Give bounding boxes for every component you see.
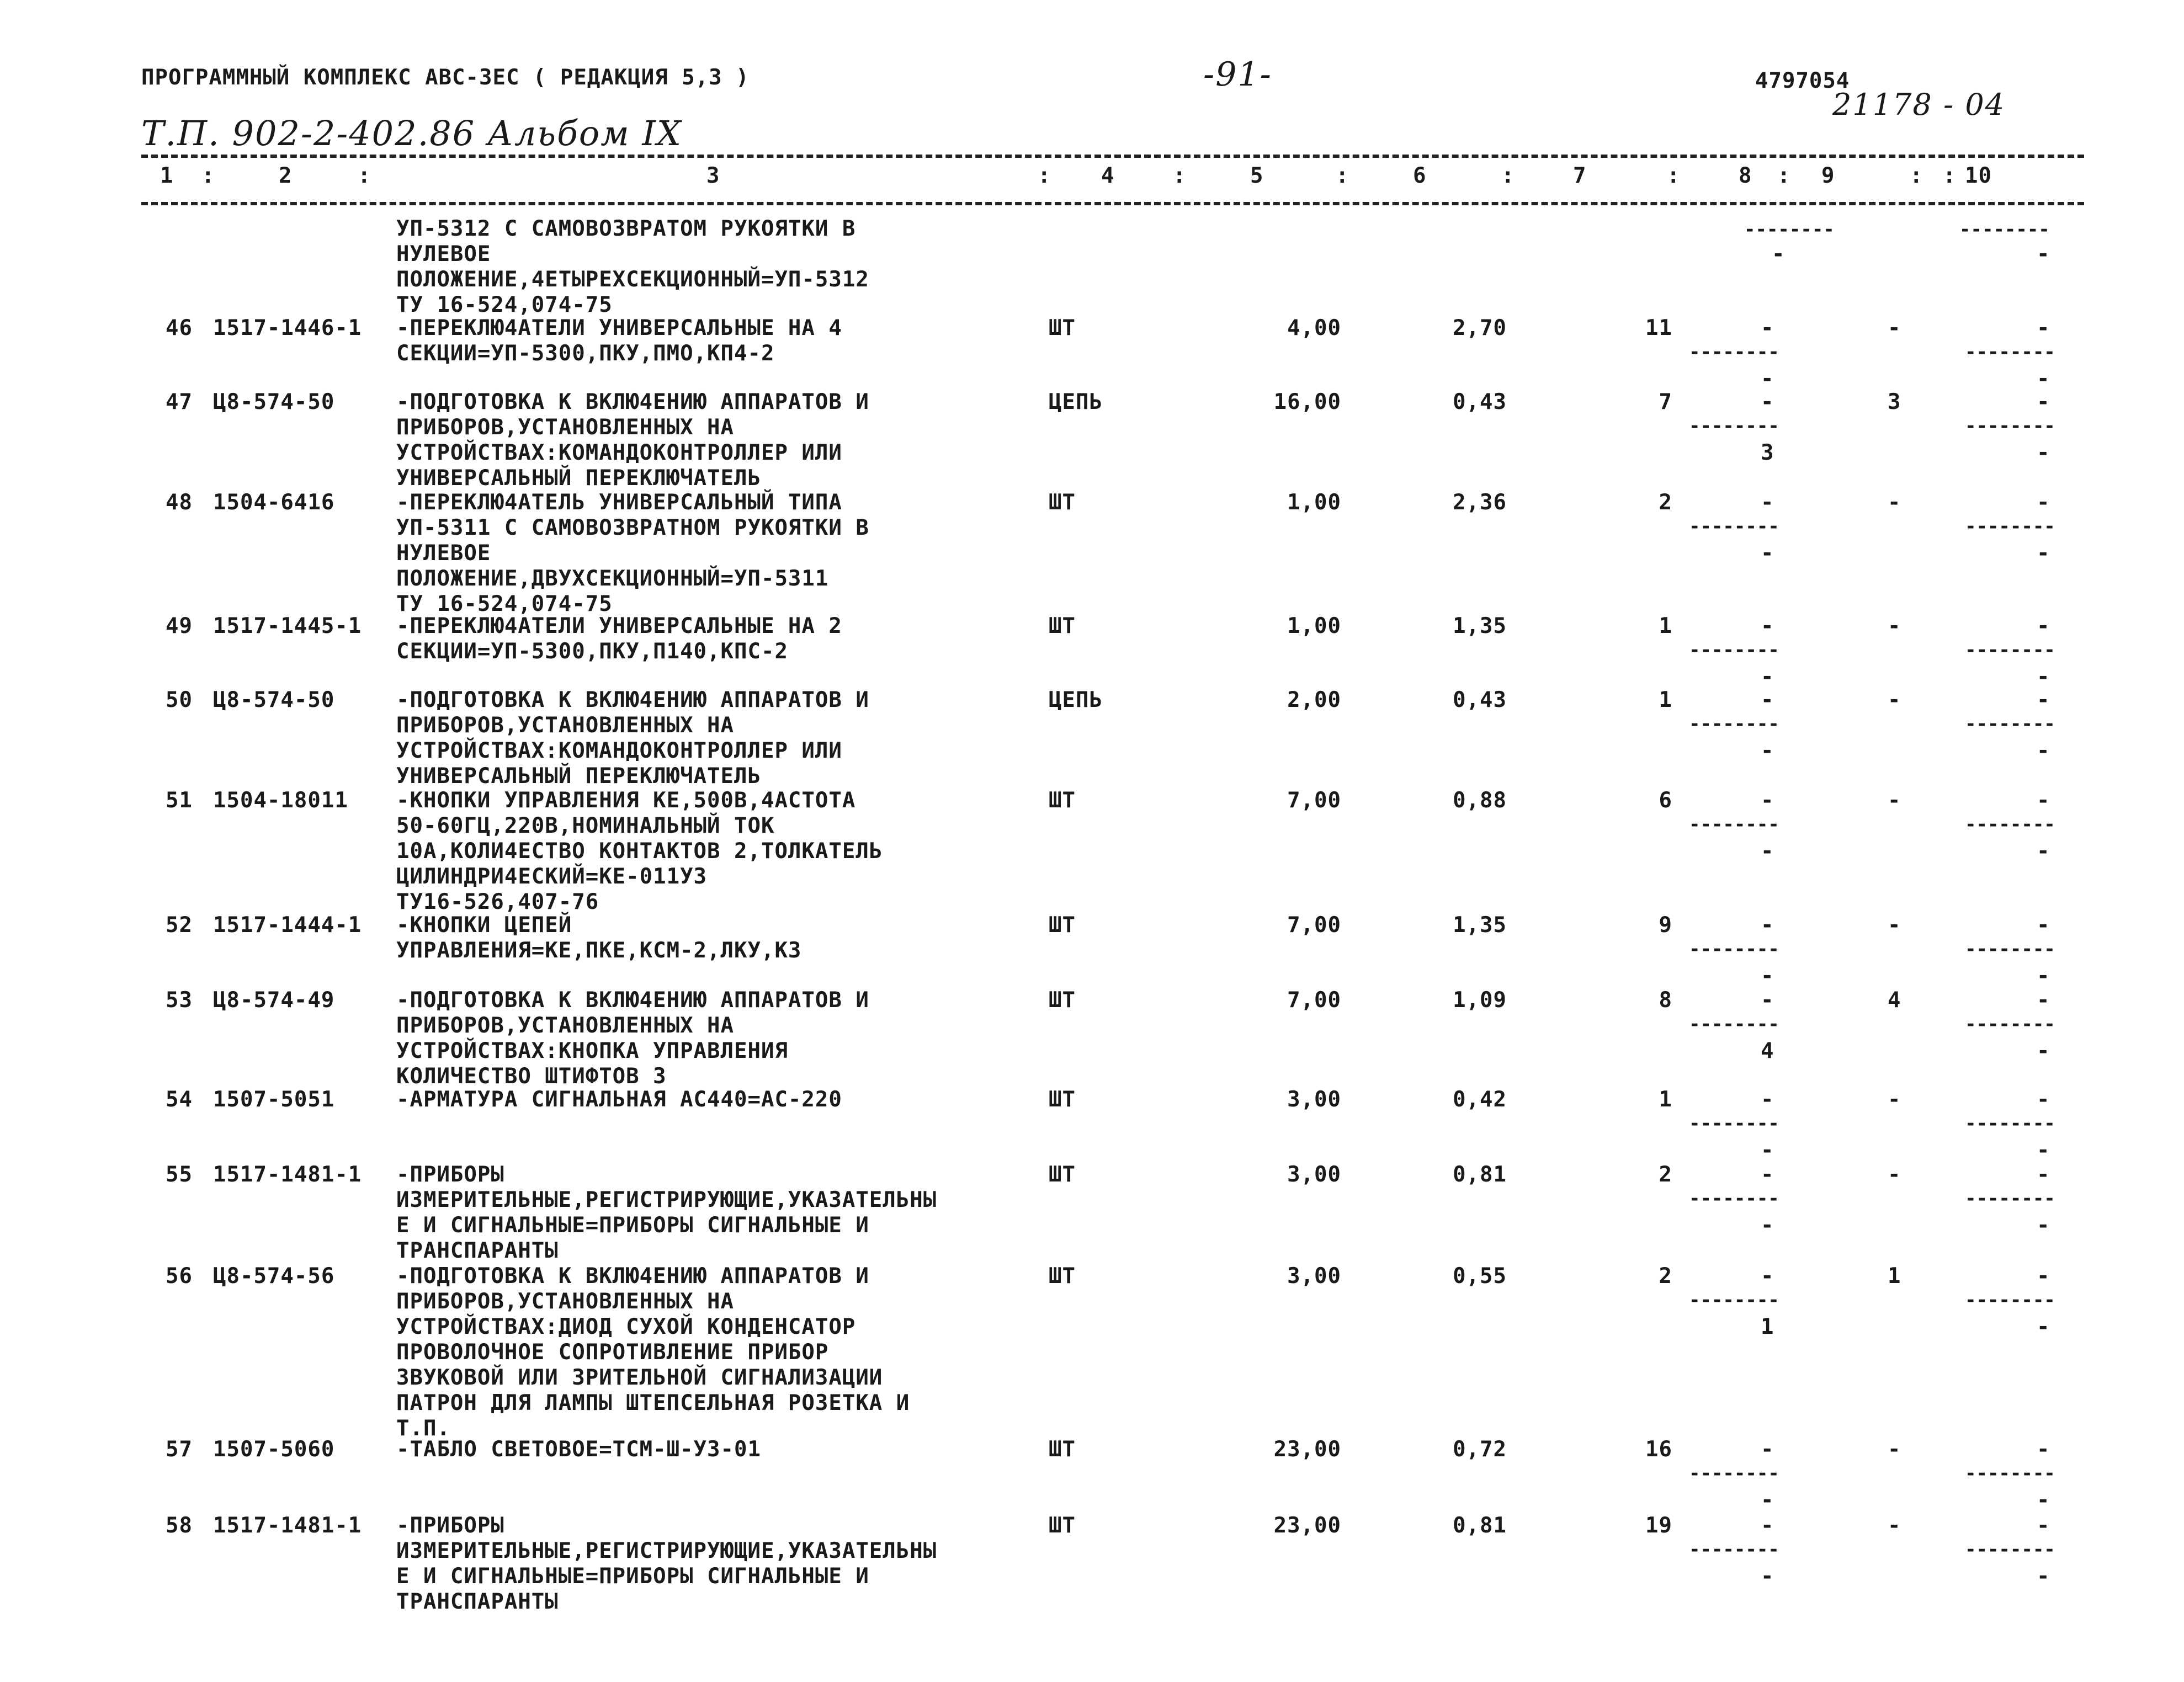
description-line: СЕКЦИИ=УП-5300,ПКУ,П140,КПС-2 [396,639,788,664]
description-line: -ПОДГОТОВКА К ВКЛЮ4ЕНИЮ АППАРАТОВ И [396,988,869,1013]
row-number: 58 [166,1513,193,1538]
column-header-5: 5 [1250,163,1264,188]
row-code: Ц8-574-49 [213,988,335,1013]
column-separator: : [1910,163,1923,188]
column-separator: : [1173,163,1187,188]
unit: ШТ [1049,988,1076,1013]
col10-bottom: - [2037,440,2050,465]
col8-bottom: - [1761,1564,1774,1589]
col10-dashes: -------- [1959,219,2050,241]
description-line: ЗВУКОВОЙ ИЛИ ЗРИТЕЛЬНОЙ СИГНАЛИЗАЦИИ [396,1365,883,1390]
col8-value: - [1761,1513,1774,1538]
col8-dashes: -------- [1689,1462,1779,1484]
row-number: 54 [166,1087,193,1112]
col8-dashes: -------- [1689,1289,1779,1311]
description-line: 50-60ГЦ,220В,НОМИНАЛЬНЫЙ ТОК [396,813,775,838]
col9-value: - [1888,688,1901,712]
col8-value: - [1761,316,1774,340]
col8-value: - [1761,1087,1774,1112]
program-title: ПРОГРАММНЫЙ КОМПЛЕКС АВС-ЗЕС ( РЕДАКЦИЯ 5,3 ) [141,65,750,90]
column-separator: : [1038,163,1051,188]
col10-dashes: -------- [1965,1013,2055,1035]
col8-dashes: -------- [1689,813,1779,835]
page-number: -91- [1203,55,1272,94]
description-line: Е И СИГНАЛЬНЫЕ=ПРИБОРЫ СИГНАЛЬНЫЕ И [396,1564,869,1589]
row-code: 1507-5051 [213,1087,335,1112]
description-line: -ПРИБОРЫ [396,1162,504,1187]
description-line: ТУ16-526,407-76 [396,890,599,914]
column-header-10: 10 [1965,163,1992,188]
col8-dashes: -------- [1744,219,1835,241]
unit: ШТ [1049,1437,1076,1462]
col10-bottom: - [2037,1564,2050,1589]
column-separator: : [1777,163,1791,188]
col10-bottom: - [2037,964,2050,988]
col10-bottom: - [2037,242,2050,267]
column-header-7: 7 [1573,163,1587,188]
description-line: ПОЛОЖЕНИЕ,ДВУХСЕКЦИОННЫЙ=УП-5311 [396,566,829,591]
col9-value: 4 [1888,988,1901,1013]
unit: ЦЕПЬ [1049,390,1103,414]
col8-bottom: 1 [1761,1314,1774,1339]
row-number: 52 [166,913,193,938]
description-line: УСТРОЙСТВАХ:КОМАНДОКОНТРОЛЛЕР ИЛИ [396,440,842,465]
col10-value: - [2037,1437,2050,1462]
col8-value: - [1761,390,1774,414]
col10-value: - [2037,688,2050,712]
row-number: 47 [166,390,193,414]
column-header-6: 6 [1413,163,1427,188]
column-separator: : [1943,163,1957,188]
description-line: ТУ 16-524,074-75 [396,592,613,616]
col8-value: - [1761,913,1774,938]
row-number: 46 [166,316,193,340]
col9-value: - [1888,913,1901,938]
description-line: УП-5312 С САМОВОЗВРАТОМ РУКОЯТКИ В [396,216,856,241]
col8-value: - [1761,490,1774,515]
col9-value: - [1888,490,1901,515]
description-line: ТУ 16-524,074-75 [396,292,613,317]
unit: ЦЕПЬ [1049,688,1103,712]
column-header-3: 3 [706,163,720,188]
col9-value: - [1888,1087,1901,1112]
col8-dashes: -------- [1689,1539,1779,1561]
description-line: ТРАНСПАРАНТЫ [396,1238,559,1263]
col10-bottom: - [2037,738,2050,763]
col9-value: - [1888,1162,1901,1187]
col8-bottom: - [1761,664,1774,689]
description-line: ЦИЛИНДРИ4ЕСКИЙ=КЕ-011У3 [396,864,708,889]
col8-dashes: -------- [1689,639,1779,661]
col10-dashes: -------- [1965,813,2055,835]
unit: ШТ [1049,1513,1076,1538]
col10-bottom: - [2037,1039,2050,1063]
col9-value: 1 [1888,1264,1901,1289]
col10-bottom: - [2037,541,2050,566]
description-line: ИЗМЕРИТЕЛЬНЫЕ,РЕГИСТРИРУЮЩИЕ,УКАЗАТЕЛЬНЫ [396,1188,937,1212]
col8-value: - [1761,1264,1774,1289]
col8-value: - [1761,1437,1774,1462]
col8-dashes: -------- [1689,1113,1779,1135]
col10-bottom: - [2037,1488,2050,1513]
col8-bottom: - [1761,1213,1774,1238]
row-code: 1504-18011 [213,788,348,813]
row-code: 1517-1481-1 [213,1513,362,1538]
description-line: -ТАБЛО СВЕТОВОЕ=ТСМ-Ш-У3-01 [396,1437,761,1462]
description-line: УСТРОЙСТВАХ:КОМАНДОКОНТРОЛЛЕР ИЛИ [396,738,842,763]
col10-bottom: - [2037,839,2050,864]
description-line: -ПОДГОТОВКА К ВКЛЮ4ЕНИЮ АППАРАТОВ И [396,688,869,712]
row-number: 48 [166,490,193,515]
document-code: 4797054 [1755,68,1850,93]
col8-bottom: 4 [1761,1039,1774,1063]
description-line: Е И СИГНАЛЬНЫЕ=ПРИБОРЫ СИГНАЛЬНЫЕ И [396,1213,869,1238]
col10-dashes: -------- [1965,1113,2055,1135]
description-line: ПРОВОЛОЧНОЕ СОПРОТИВЛЕНИЕ ПРИБОР [396,1340,829,1365]
column-header-8: 8 [1739,163,1752,188]
col10-value: - [2037,614,2050,638]
column-header-1: 1 [160,163,174,188]
col9-value: 3 [1888,390,1901,414]
col9-value: - [1888,1513,1901,1538]
row-number: 55 [166,1162,193,1187]
row-code: Ц8-574-50 [213,390,335,414]
col10-dashes: -------- [1965,341,2055,363]
unit: ШТ [1049,1162,1076,1187]
description-line: -ПОДГОТОВКА К ВКЛЮ4ЕНИЮ АППАРАТОВ И [396,390,869,414]
description-line: -КНОПКИ ЦЕПЕЙ [396,913,572,938]
description-line: -ПЕРЕКЛЮ4АТЕЛИ УНИВЕРСАЛЬНЫЕ НА 2 [396,614,842,638]
column-separator: : [358,163,371,188]
col8-dashes: -------- [1689,713,1779,735]
description-line: -ПЕРЕКЛЮ4АТЕЛИ УНИВЕРСАЛЬНЫЕ НА 4 [396,316,842,340]
header-rule-top [141,155,2084,158]
description-line: КОЛИЧЕСТВО ШТИФТОВ 3 [396,1064,667,1089]
col10-value: - [2037,490,2050,515]
description-line: Т.П. [396,1416,450,1441]
col8-dashes: -------- [1689,415,1779,437]
col8-bottom: - [1761,1488,1774,1513]
description-line: ПРИБОРОВ,УСТАНОВЛЕННЫХ НА [396,1289,734,1314]
description-line: ПАТРОН ДЛЯ ЛАМПЫ ШТЕПСЕЛЬНАЯ РОЗЕТКА И [396,1391,910,1415]
description-line: НУЛЕВОЕ [396,541,491,566]
col9-value: - [1888,788,1901,813]
row-number: 50 [166,688,193,712]
column-header-4: 4 [1101,163,1115,188]
row-code: 1517-1446-1 [213,316,362,340]
handwritten-code: 21178 - 04 [1832,87,2006,122]
description-line: УНИВЕРСАЛЬНЫЙ ПЕРЕКЛЮЧАТЕЛЬ [396,466,761,491]
unit: ШТ [1049,913,1076,938]
col10-bottom: - [2037,1213,2050,1238]
unit: ШТ [1049,614,1076,638]
col10-value: - [2037,988,2050,1013]
col8-value: - [1761,614,1774,638]
col10-value: - [2037,788,2050,813]
col10-value: - [2037,1162,2050,1187]
col10-dashes: -------- [1965,938,2055,960]
col10-bottom: - [2037,1138,2050,1163]
description-line: -ПЕРЕКЛЮ4АТЕЛЬ УНИВЕРСАЛЬНЫЙ ТИПА [396,490,842,515]
col10-dashes: -------- [1965,639,2055,661]
col10-dashes: -------- [1965,515,2055,537]
row-code: 1504-6416 [213,490,335,515]
col8-dashes: -------- [1689,515,1779,537]
unit: ШТ [1049,490,1076,515]
row-code: 1517-1481-1 [213,1162,362,1187]
col8-bottom: - [1772,242,1786,267]
col10-dashes: -------- [1965,1539,2055,1561]
column-separator: : [1501,163,1515,188]
col10-value: - [2037,1513,2050,1538]
column-header-9: 9 [1821,163,1835,188]
description-line: ПРИБОРОВ,УСТАНОВЛЕННЫХ НА [396,713,734,738]
col10-dashes: -------- [1965,415,2055,437]
col10-bottom: - [2037,664,2050,689]
col8-value: - [1761,688,1774,712]
col8-bottom: - [1761,738,1774,763]
col8-value: - [1761,1162,1774,1187]
col10-value: - [2037,1087,2050,1112]
col9-value: - [1888,614,1901,638]
column-header-2: 2 [279,163,293,188]
col8-bottom: - [1761,839,1774,864]
col8-value: - [1761,788,1774,813]
header-rule-bottom [141,202,2084,205]
col8-dashes: -------- [1689,938,1779,960]
album-title: Т.П. 902-2-402.86 Альбом IX [141,113,682,153]
col8-dashes: -------- [1689,341,1779,363]
col8-bottom: - [1761,366,1774,391]
description-line: УПРАВЛЕНИЯ=КЕ,ПКЕ,КСМ-2,ЛКУ,К3 [396,938,802,963]
col8-bottom: - [1761,1138,1774,1163]
row-code: 1517-1444-1 [213,913,362,938]
col10-value: - [2037,1264,2050,1289]
unit: ШТ [1049,788,1076,813]
unit: ШТ [1049,1087,1076,1112]
row-code: Ц8-574-56 [213,1264,335,1289]
col8-value: - [1761,988,1774,1013]
description-line: -ПОДГОТОВКА К ВКЛЮ4ЕНИЮ АППАРАТОВ И [396,1264,869,1289]
description-line: УСТРОЙСТВАХ:КНОПКА УПРАВЛЕНИЯ [396,1039,788,1063]
col8-dashes: -------- [1689,1013,1779,1035]
col10-dashes: -------- [1965,1188,2055,1210]
row-number: 57 [166,1437,193,1462]
column-separator: : [1667,163,1681,188]
col9-value: - [1888,1437,1901,1462]
col9-value: - [1888,316,1901,340]
col10-value: - [2037,390,2050,414]
description-line: УП-5311 С САМОВОЗВРАТНОМ РУКОЯТКИ В [396,515,869,540]
description-line: ТРАНСПАРАНТЫ [396,1589,559,1614]
description-line: СЕКЦИИ=УП-5300,ПКУ,ПМО,КП4-2 [396,341,775,366]
col10-value: - [2037,913,2050,938]
row-number: 53 [166,988,193,1013]
col8-bottom: - [1761,541,1774,566]
row-number: 51 [166,788,193,813]
col10-bottom: - [2037,1314,2050,1339]
description-line: ПРИБОРОВ,УСТАНОВЛЕННЫХ НА [396,1013,734,1038]
col10-dashes: -------- [1965,1462,2055,1484]
row-number: 49 [166,614,193,638]
col8-bottom: - [1761,964,1774,988]
col8-dashes: -------- [1689,1188,1779,1210]
column-separator: : [1336,163,1349,188]
col10-dashes: -------- [1965,1289,2055,1311]
row-code: 1517-1445-1 [213,614,362,638]
description-line: ПОЛОЖЕНИЕ,4ЕТЫРЕХСЕКЦИОННЫЙ=УП-5312 [396,267,869,292]
col8-bottom: 3 [1761,440,1774,465]
row-code: 1507-5060 [213,1437,335,1462]
description-line: УНИВЕРСАЛЬНЫЙ ПЕРЕКЛЮЧАТЕЛЬ [396,764,761,789]
row-number: 56 [166,1264,193,1289]
row-code: Ц8-574-50 [213,688,335,712]
description-line: НУЛЕВОЕ [396,242,491,267]
description-line: -АРМАТУРА СИГНАЛЬНАЯ АС440=АС-220 [396,1087,842,1112]
col10-bottom: - [2037,366,2050,391]
column-separator: : [201,163,215,188]
description-line: 10А,КОЛИ4ЕСТВО КОНТАКТОВ 2,ТОЛКАТЕЛЬ [396,839,883,864]
description-line: ИЗМЕРИТЕЛЬНЫЕ,РЕГИСТРИРУЮЩИЕ,УКАЗАТЕЛЬНЫ [396,1539,937,1563]
description-line: ПРИБОРОВ,УСТАНОВЛЕННЫХ НА [396,415,734,440]
unit: ШТ [1049,1264,1076,1289]
col10-dashes: -------- [1965,713,2055,735]
unit: ШТ [1049,316,1076,340]
description-line: -КНОПКИ УПРАВЛЕНИЯ КЕ,500В,4АСТОТА [396,788,856,813]
col10-value: - [2037,316,2050,340]
description-line: УСТРОЙСТВАХ:ДИОД СУХОЙ КОНДЕНСАТОР [396,1314,856,1339]
description-line: -ПРИБОРЫ [396,1513,504,1538]
